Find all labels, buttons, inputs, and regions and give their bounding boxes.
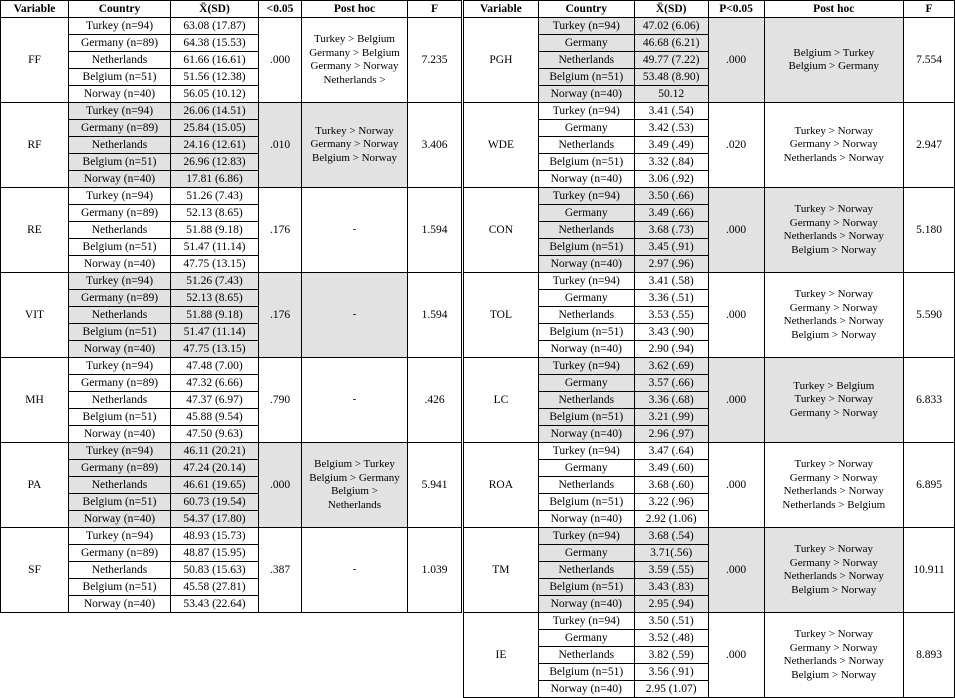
variable-cell: LC [464, 358, 539, 443]
country-cell: Norway (n=40) [538, 256, 634, 273]
country-cell: Germany (n=89) [69, 375, 171, 392]
country-cell: Norway (n=40) [538, 86, 634, 103]
mean-sd-cell: 51.88 (9.18) [171, 307, 259, 324]
country-cell: Norway (n=40) [69, 426, 171, 443]
f-value-cell: 1.594 [408, 273, 462, 358]
country-cell: Norway (n=40) [538, 511, 634, 528]
country-cell: Netherlands [69, 477, 171, 494]
mean-sd-cell: 51.26 (7.43) [171, 273, 259, 290]
country-cell: Turkey (n=94) [538, 613, 634, 630]
p-value-cell: .000 [708, 613, 764, 698]
country-cell: Norway (n=40) [69, 86, 171, 103]
country-cell: Norway (n=40) [69, 256, 171, 273]
mean-sd-cell: 3.47 (.64) [634, 443, 708, 460]
country-cell: Norway (n=40) [538, 171, 634, 188]
mean-sd-cell: 3.36 (.68) [634, 392, 708, 409]
post-hoc-cell: Belgium > Turkey Belgium > Germany [764, 18, 904, 103]
variable-cell: RF [1, 103, 69, 188]
mean-sd-cell: 3.06 (.92) [634, 171, 708, 188]
mean-sd-cell: 52.13 (8.65) [171, 205, 259, 222]
country-cell: Germany [538, 120, 634, 137]
country-cell: Norway (n=40) [538, 681, 634, 698]
country-cell: Norway (n=40) [538, 596, 634, 613]
header-post-hoc: Post hoc [764, 1, 904, 18]
post-hoc-cell: Belgium > Turkey Belgium > Germany Belgium > Netherlands [302, 443, 408, 528]
mean-sd-cell: 46.11 (20.21) [171, 443, 259, 460]
f-value-cell: 7.554 [904, 18, 955, 103]
right-header-row [464, 1, 955, 18]
header-mean-sd: X̄(SD) [634, 1, 708, 18]
country-cell: Belgium (n=51) [538, 69, 634, 86]
country-cell: Germany [538, 630, 634, 647]
country-cell: Turkey (n=94) [538, 188, 634, 205]
table-row [1, 103, 462, 120]
post-hoc-cell: Turkey > Norway Germany > Norway Belgium > Norway [302, 103, 408, 188]
mean-sd-cell: 3.49 (.66) [634, 205, 708, 222]
mean-sd-cell: 3.82 (.59) [634, 647, 708, 664]
country-cell: Netherlands [538, 392, 634, 409]
country-cell: Belgium (n=51) [538, 409, 634, 426]
table-row [464, 613, 955, 630]
variable-cell: CON [464, 188, 539, 273]
country-cell: Turkey (n=94) [538, 103, 634, 120]
country-cell: Netherlands [538, 477, 634, 494]
country-cell: Belgium (n=51) [538, 154, 634, 171]
country-cell: Netherlands [538, 52, 634, 69]
country-cell: Belgium (n=51) [69, 579, 171, 596]
mean-sd-cell: 3.52 (.48) [634, 630, 708, 647]
f-value-cell: 2.947 [904, 103, 955, 188]
mean-sd-cell: 47.50 (9.63) [171, 426, 259, 443]
variable-cell: WDE [464, 103, 539, 188]
mean-sd-cell: 47.75 (13.15) [171, 341, 259, 358]
p-value-cell: .000 [708, 18, 764, 103]
mean-sd-cell: 54.37 (17.80) [171, 511, 259, 528]
country-cell: Germany (n=89) [69, 35, 171, 52]
country-cell: Netherlands [538, 307, 634, 324]
p-value-cell: .176 [259, 188, 302, 273]
mean-sd-cell: 17.81 (6.86) [171, 171, 259, 188]
post-hoc-cell: - [302, 528, 408, 613]
mean-sd-cell: 3.59 (.55) [634, 562, 708, 579]
table-row [464, 18, 955, 35]
table-row [464, 358, 955, 375]
country-cell: Germany [538, 545, 634, 562]
mean-sd-cell: 3.36 (.51) [634, 290, 708, 307]
f-value-cell: 7.235 [408, 18, 462, 103]
mean-sd-cell: 3.43 (.83) [634, 579, 708, 596]
country-cell: Belgium (n=51) [69, 154, 171, 171]
left-header-row [1, 1, 462, 18]
country-cell: Belgium (n=51) [69, 239, 171, 256]
country-cell: Turkey (n=94) [538, 528, 634, 545]
table-row [1, 273, 462, 290]
variable-cell: VIT [1, 273, 69, 358]
mean-sd-cell: 3.57 (.66) [634, 375, 708, 392]
table-row [1, 443, 462, 460]
f-value-cell: 5.941 [408, 443, 462, 528]
country-cell: Belgium (n=51) [69, 494, 171, 511]
f-value-cell: 6.833 [904, 358, 955, 443]
mean-sd-cell: 3.32 (.84) [634, 154, 708, 171]
mean-sd-cell: 2.92 (1.06) [634, 511, 708, 528]
variable-cell: ROA [464, 443, 539, 528]
post-hoc-cell: Turkey > Norway Germany > Norway Netherlands > Norway Belgium > Norway [764, 528, 904, 613]
table-row [1, 188, 462, 205]
country-cell: Germany (n=89) [69, 460, 171, 477]
p-value-cell: .176 [259, 273, 302, 358]
post-hoc-cell: Turkey > Norway Germany > Norway Netherlands > Norway Belgium > Norway [764, 273, 904, 358]
header-f: F [408, 1, 462, 18]
post-hoc-cell: Turkey > Belgium Turkey > Norway Germany > Norway [764, 358, 904, 443]
mean-sd-cell: 3.68 (.54) [634, 528, 708, 545]
mean-sd-cell: 47.37 (6.97) [171, 392, 259, 409]
f-value-cell: 8.893 [904, 613, 955, 698]
country-cell: Belgium (n=51) [538, 579, 634, 596]
f-value-cell: 5.180 [904, 188, 955, 273]
mean-sd-cell: 50.83 (15.63) [171, 562, 259, 579]
p-value-cell: .010 [259, 103, 302, 188]
header-p-value: <0.05 [259, 1, 302, 18]
country-cell: Belgium (n=51) [69, 409, 171, 426]
p-value-cell: .020 [708, 103, 764, 188]
mean-sd-cell: 47.75 (13.15) [171, 256, 259, 273]
post-hoc-cell: Turkey > Norway Germany > Norway Netherlands > Norway Belgium > Norway [764, 613, 904, 698]
mean-sd-cell: 51.56 (12.38) [171, 69, 259, 86]
variable-cell: RE [1, 188, 69, 273]
header-variable: Variable [464, 1, 539, 18]
mean-sd-cell: 2.90 (.94) [634, 341, 708, 358]
mean-sd-cell: 2.97 (.96) [634, 256, 708, 273]
mean-sd-cell: 63.08 (17.87) [171, 18, 259, 35]
mean-sd-cell: 60.73 (19.54) [171, 494, 259, 511]
country-cell: Turkey (n=94) [538, 273, 634, 290]
country-cell: Turkey (n=94) [69, 103, 171, 120]
mean-sd-cell: 3.41 (.58) [634, 273, 708, 290]
post-hoc-cell: Turkey > Norway Germany > Norway Netherlands > Norway Netherlands > Belgium [764, 443, 904, 528]
country-cell: Turkey (n=94) [538, 358, 634, 375]
country-cell: Netherlands [69, 52, 171, 69]
country-cell: Netherlands [538, 222, 634, 239]
table-row [464, 273, 955, 290]
mean-sd-cell: 64.38 (15.53) [171, 35, 259, 52]
mean-sd-cell: 3.53 (.55) [634, 307, 708, 324]
f-value-cell: 1.039 [408, 528, 462, 613]
mean-sd-cell: 3.50 (.51) [634, 613, 708, 630]
country-cell: Germany [538, 290, 634, 307]
variable-cell: PA [1, 443, 69, 528]
country-cell: Netherlands [69, 307, 171, 324]
left-results-table [0, 0, 462, 613]
table-row [464, 443, 955, 460]
mean-sd-cell: 51.47 (11.14) [171, 324, 259, 341]
country-cell: Turkey (n=94) [69, 273, 171, 290]
f-value-cell: 1.594 [408, 188, 462, 273]
country-cell: Norway (n=40) [69, 511, 171, 528]
mean-sd-cell: 2.96 (.97) [634, 426, 708, 443]
mean-sd-cell: 48.87 (15.95) [171, 545, 259, 562]
f-value-cell: 6.895 [904, 443, 955, 528]
country-cell: Turkey (n=94) [538, 443, 634, 460]
country-cell: Norway (n=40) [69, 341, 171, 358]
f-value-cell: 5.590 [904, 273, 955, 358]
variable-cell: SF [1, 528, 69, 613]
mean-sd-cell: 53.48 (8.90) [634, 69, 708, 86]
mean-sd-cell: 3.50 (.66) [634, 188, 708, 205]
mean-sd-cell: 3.71(.56) [634, 545, 708, 562]
country-cell: Netherlands [69, 222, 171, 239]
country-cell: Netherlands [69, 137, 171, 154]
p-value-cell: .000 [708, 358, 764, 443]
variable-cell: IE [464, 613, 539, 698]
header-p-value: P<0.05 [708, 1, 764, 18]
header-country: Country [538, 1, 634, 18]
mean-sd-cell: 2.95 (1.07) [634, 681, 708, 698]
mean-sd-cell: 3.21 (.99) [634, 409, 708, 426]
country-cell: Germany (n=89) [69, 545, 171, 562]
mean-sd-cell: 45.88 (9.54) [171, 409, 259, 426]
country-cell: Germany [538, 35, 634, 52]
country-cell: Germany (n=89) [69, 290, 171, 307]
mean-sd-cell: 3.56 (.91) [634, 664, 708, 681]
country-cell: Netherlands [538, 647, 634, 664]
f-value-cell: 10.911 [904, 528, 955, 613]
country-cell: Norway (n=40) [69, 171, 171, 188]
mean-sd-cell: 3.62 (.69) [634, 358, 708, 375]
table-row [464, 188, 955, 205]
post-hoc-cell: - [302, 358, 408, 443]
p-value-cell: .387 [259, 528, 302, 613]
mean-sd-cell: 56.05 (10.12) [171, 86, 259, 103]
post-hoc-cell: - [302, 188, 408, 273]
table-row [1, 528, 462, 545]
country-cell: Netherlands [69, 392, 171, 409]
country-cell: Norway (n=40) [538, 426, 634, 443]
country-cell: Germany (n=89) [69, 120, 171, 137]
country-cell: Norway (n=40) [69, 596, 171, 613]
variable-cell: FF [1, 18, 69, 103]
p-value-cell: .000 [708, 273, 764, 358]
country-cell: Netherlands [69, 562, 171, 579]
table-row [1, 358, 462, 375]
country-cell: Norway (n=40) [538, 341, 634, 358]
mean-sd-cell: 47.32 (6.66) [171, 375, 259, 392]
mean-sd-cell: 25.84 (15.05) [171, 120, 259, 137]
mean-sd-cell: 26.06 (14.51) [171, 103, 259, 120]
country-cell: Turkey (n=94) [69, 528, 171, 545]
mean-sd-cell: 52.13 (8.65) [171, 290, 259, 307]
country-cell: Belgium (n=51) [69, 324, 171, 341]
mean-sd-cell: 3.41 (.54) [634, 103, 708, 120]
country-cell: Germany [538, 460, 634, 477]
mean-sd-cell: 3.45 (.91) [634, 239, 708, 256]
f-value-cell: 3.406 [408, 103, 462, 188]
mean-sd-cell: 47.24 (20.14) [171, 460, 259, 477]
mean-sd-cell: 45.58 (27.81) [171, 579, 259, 596]
p-value-cell: .000 [259, 443, 302, 528]
country-cell: Turkey (n=94) [69, 188, 171, 205]
post-hoc-cell: Turkey > Norway Germany > Norway Netherlands > Norway [764, 103, 904, 188]
header-f: F [904, 1, 955, 18]
mean-sd-cell: 49.77 (7.22) [634, 52, 708, 69]
country-cell: Netherlands [538, 137, 634, 154]
mean-sd-cell: 3.68 (.60) [634, 477, 708, 494]
country-cell: Germany [538, 375, 634, 392]
mean-sd-cell: 26.96 (12.83) [171, 154, 259, 171]
f-value-cell: .426 [408, 358, 462, 443]
mean-sd-cell: 53.43 (22.64) [171, 596, 259, 613]
table-row [1, 18, 462, 35]
p-value-cell: .000 [708, 443, 764, 528]
mean-sd-cell: 50.12 [634, 86, 708, 103]
mean-sd-cell: 3.43 (.90) [634, 324, 708, 341]
mean-sd-cell: 3.68 (.73) [634, 222, 708, 239]
post-hoc-cell: - [302, 273, 408, 358]
mean-sd-cell: 47.02 (6.06) [634, 18, 708, 35]
country-cell: Germany (n=89) [69, 205, 171, 222]
country-cell: Belgium (n=51) [538, 494, 634, 511]
mean-sd-cell: 61.66 (16.61) [171, 52, 259, 69]
header-mean-sd: X̄(SD) [171, 1, 259, 18]
country-cell: Belgium (n=51) [538, 324, 634, 341]
table-row [464, 528, 955, 545]
post-hoc-cell: Turkey > Belgium Germany > Belgium Germany > Norway Netherlands > [302, 18, 408, 103]
country-cell: Belgium (n=51) [538, 239, 634, 256]
mean-sd-cell: 51.26 (7.43) [171, 188, 259, 205]
table-row [464, 103, 955, 120]
country-cell: Netherlands [538, 562, 634, 579]
p-value-cell: .790 [259, 358, 302, 443]
right-results-table [463, 0, 955, 698]
mean-sd-cell: 3.49 (.60) [634, 460, 708, 477]
header-post-hoc: Post hoc [302, 1, 408, 18]
mean-sd-cell: 2.95 (.94) [634, 596, 708, 613]
mean-sd-cell: 47.48 (7.00) [171, 358, 259, 375]
p-value-cell: .000 [708, 188, 764, 273]
mean-sd-cell: 3.49 (.49) [634, 137, 708, 154]
variable-cell: PGH [464, 18, 539, 103]
p-value-cell: .000 [259, 18, 302, 103]
country-cell: Germany [538, 205, 634, 222]
mean-sd-cell: 46.61 (19.65) [171, 477, 259, 494]
mean-sd-cell: 51.47 (11.14) [171, 239, 259, 256]
country-cell: Turkey (n=94) [69, 18, 171, 35]
mean-sd-cell: 46.68 (6.21) [634, 35, 708, 52]
mean-sd-cell: 24.16 (12.61) [171, 137, 259, 154]
header-variable: Variable [1, 1, 69, 18]
post-hoc-cell: Turkey > Norway Germany > Norway Netherlands > Norway Belgium > Norway [764, 188, 904, 273]
mean-sd-cell: 48.93 (15.73) [171, 528, 259, 545]
mean-sd-cell: 51.88 (9.18) [171, 222, 259, 239]
p-value-cell: .000 [708, 528, 764, 613]
variable-cell: TOL [464, 273, 539, 358]
country-cell: Belgium (n=51) [69, 69, 171, 86]
country-cell: Turkey (n=94) [538, 18, 634, 35]
variable-cell: TM [464, 528, 539, 613]
country-cell: Turkey (n=94) [69, 443, 171, 460]
header-country: Country [69, 1, 171, 18]
mean-sd-cell: 3.42 (.53) [634, 120, 708, 137]
country-cell: Belgium (n=51) [538, 664, 634, 681]
country-cell: Turkey (n=94) [69, 358, 171, 375]
mean-sd-cell: 3.22 (.96) [634, 494, 708, 511]
variable-cell: MH [1, 358, 69, 443]
